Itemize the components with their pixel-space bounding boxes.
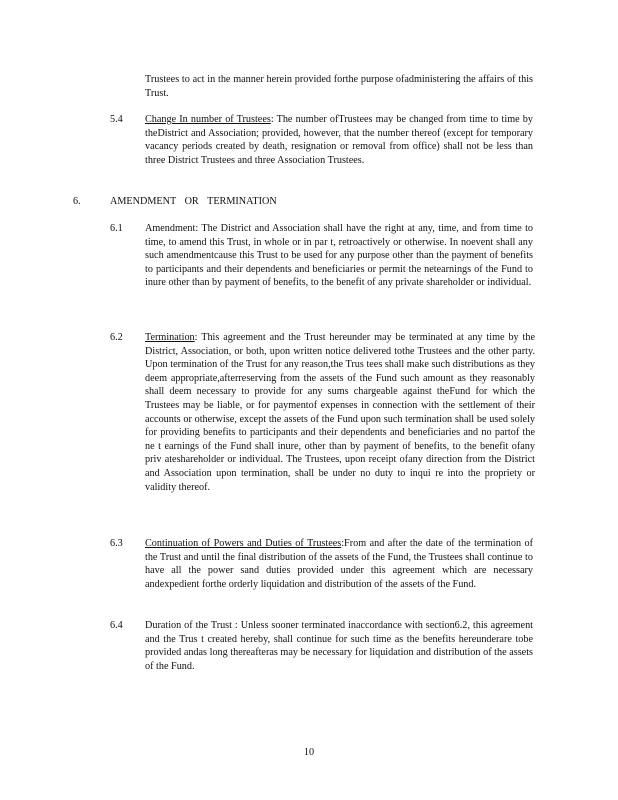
section-6-4-body: Duration of the Trust : Unless sooner terminated inaccordance with section6.2, this agreement and the Trus t created hereby, shall continue for such time as the benefits hereunderare tobe provided andas long thereafteras may be necessary for liquidation and distribution of the assets of the Fund. xyxy=(145,620,533,672)
intro-paragraph: Trustees to act in the manner herein provided forthe purpose ofadministering the affairs of this Trust. xyxy=(145,74,533,99)
section-6-3-paragraph xyxy=(145,537,533,591)
section-6-1-body: Amendment: The District and Association shall have the right at any, time, and from time to time, to amend this Trust, in whole or in par t, retroactively or otherwise. In noevent shall any such amendmentcause this Trust to be used for any purpose other than the payment of benefits to participants and their dependents and beneficiaries or permit the netearnings of the Fund to inure other than by payment of benefits, to the benefit of any private shareholder or individual. xyxy=(145,223,533,289)
section-6-4-paragraph xyxy=(145,619,533,673)
section-6-1-paragraph xyxy=(145,222,533,290)
section-6-number: 6. xyxy=(73,196,81,207)
section-6-title: AMENDMENT OR TERMINATION xyxy=(110,196,277,207)
section-5-4-number: 5.4 xyxy=(110,114,123,125)
section-6-2-paragraph xyxy=(145,331,535,494)
section-5-4-body: : The number ofTrustees may be changed from time to time by theDistrict and Association; provided, however, that the number thereof (except for temporary vacancy periods created by death, resignation or removal from office) shall not be less than three District Trustees and three Association Trustees. xyxy=(145,114,533,166)
section-6-3-body: :From and after the date of the termination of the Trust and until the final distribution of the assets of the Fund, the Trustees shall continue to have all the power sand duties provided under this agreement which are necessary andexpedient forthe orderly liquidation and distribution of the assets of the Fund. xyxy=(145,538,533,590)
section-6-2-number: 6.2 xyxy=(110,332,123,343)
section-6-2-body: : This agreement and the Trust hereunder may be terminated at any time by the District, Association, or both, upon written notice delivered tothe Trustees and the other party. Upon termination of the Trust for any reason,the Trus tees shall make such distributions as they deem appropriate,afterreserving from the assets of the Fund such amount as they reasonably shall deem necessary to provide for any sums chargeable against theFund for which the Trustees may be liable, or for paymentof expenses in connection with the settlement of their accounts or otherwise, except the assets of the Fund upon such termination shall be used solely for providing benefits to participants and their dependents and beneficiaries and no partof the ne t earnings of the Fund shall inure, other than by payment of benefits, to the benefit ofany priv ateshareholder or individual. The Trustees, upon receipt ofany direction from the District and Association upon termination, shall be under no duty to inqui re into the propriety or validity thereof. xyxy=(145,332,535,493)
section-6-1-number: 6.1 xyxy=(110,223,123,234)
section-6-4-number: 6.4 xyxy=(110,620,123,631)
section-6-3-number: 6.3 xyxy=(110,538,123,549)
section-5-4-paragraph xyxy=(145,113,533,167)
section-5-4-heading: Change In number of Trustees xyxy=(145,114,271,125)
page-number: 10 xyxy=(303,747,315,758)
section-6-3-heading: Continuation of Powers and Duties of Trustees xyxy=(145,538,342,549)
section-6-2-heading: Termination xyxy=(145,332,195,343)
